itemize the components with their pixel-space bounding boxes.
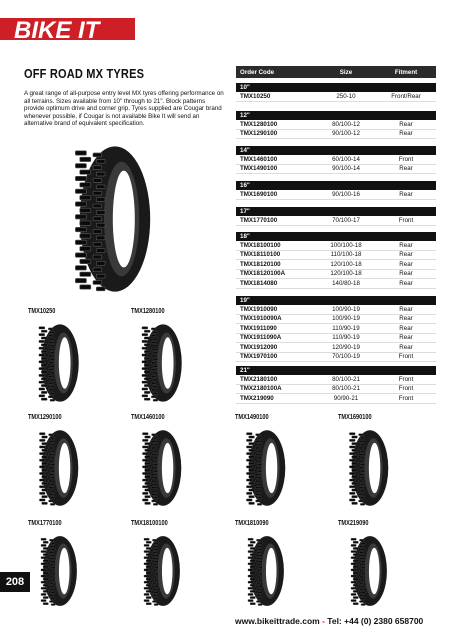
- size-cell: 120/90-19: [332, 343, 360, 351]
- group-heading: 18": [236, 232, 436, 241]
- order-code-cell: TMX1910090: [240, 305, 278, 313]
- order-code-cell: TMX1970100: [240, 353, 278, 361]
- fitment-cell: Rear: [399, 190, 413, 198]
- order-code-cell: TMX1814080: [240, 279, 278, 287]
- table-row: [236, 92, 436, 102]
- tyre-picture: [131, 322, 195, 409]
- table-row: [236, 334, 436, 344]
- tyre-image: [131, 534, 195, 608]
- table-row: [236, 279, 436, 289]
- table-row: [236, 165, 436, 175]
- table-row: [236, 130, 436, 140]
- size-cell: 90/100-16: [332, 190, 360, 198]
- size-cell: 140/80-18: [332, 279, 360, 287]
- order-code-cell: TMX1911090A: [240, 334, 282, 342]
- fitment-cell: Rear: [399, 165, 413, 173]
- size-cell: 110/100-18: [330, 251, 362, 259]
- group-heading: 10": [236, 83, 436, 92]
- size-cell: 110/90-19: [332, 324, 360, 332]
- table-row: [236, 241, 436, 251]
- table-row: [236, 353, 436, 363]
- tyre-label: TMX1460100: [131, 414, 165, 421]
- tyre-image: [235, 428, 299, 508]
- tyre-table: [236, 66, 436, 426]
- table-header: [236, 66, 436, 78]
- tyre-label: TMX1290100: [28, 414, 62, 421]
- tyre-image: [28, 428, 92, 508]
- table-row: [236, 324, 436, 334]
- footer-separator: -: [319, 616, 328, 626]
- fitment-cell: Rear: [399, 279, 413, 287]
- fitment-cell: Rear: [399, 130, 413, 138]
- table-group: [236, 296, 436, 362]
- order-code-cell: TMX18120100A: [240, 270, 286, 278]
- order-code-cell: TMX2180100: [240, 375, 278, 383]
- order-code-cell: TMX18100100: [240, 241, 281, 249]
- tyre-label: TMX1280100: [131, 308, 165, 315]
- group-heading: 16": [236, 181, 436, 190]
- table-row: [236, 155, 436, 165]
- tyre-image: [235, 534, 299, 608]
- fitment-cell: Rear: [399, 241, 413, 249]
- tyre-image: [338, 534, 402, 608]
- intro-paragraph: A great range of all-purpose entry level MX tyres offering performance on all terrains. Sizes available from 10" through to 21". Block patterns provide optimum drive and corner grip. Tyres supplied are Cougar brand whenever possible, if Cougar is not available Bike It will send an alternative brand of equivalent specification.: [24, 90, 224, 128]
- size-cell: 70/100-19: [332, 353, 360, 361]
- order-code-cell: TMX1460100: [240, 155, 278, 163]
- fitment-cell: Rear: [399, 343, 413, 351]
- header-size: Size: [339, 68, 353, 76]
- tyre-picture: [28, 428, 92, 513]
- order-code-cell: TMX1690100: [240, 190, 278, 198]
- fitment-cell: Front: [398, 375, 414, 383]
- size-cell: 120/100-18: [330, 270, 362, 278]
- fitment-cell: Rear: [399, 260, 413, 268]
- size-cell: 100/100-18: [330, 241, 362, 249]
- tyre-image: [131, 428, 195, 508]
- size-cell: 90/100-12: [332, 130, 360, 138]
- tyre-image: [338, 428, 402, 508]
- table-group: [236, 366, 436, 404]
- table-row: [236, 315, 436, 325]
- tyre-label: TMX219090: [338, 520, 369, 527]
- fitment-cell: Rear: [399, 334, 413, 342]
- table-row: [236, 385, 436, 395]
- table-group: [236, 83, 436, 102]
- order-code-cell: TMX1911090: [240, 324, 277, 332]
- fitment-cell: Rear: [399, 251, 413, 259]
- tyre-picture: [235, 534, 299, 613]
- bike-it-logo: [10, 14, 126, 44]
- header-order-code: Order Code: [240, 68, 275, 76]
- group-heading: 21": [236, 366, 436, 375]
- header-fitment: Fitment: [394, 68, 418, 76]
- fitment-cell: Rear: [399, 324, 413, 332]
- table-row: [236, 394, 436, 404]
- size-cell: 70/100-17: [332, 216, 360, 224]
- order-code-cell: TMX1490100: [240, 165, 278, 173]
- table-group: [236, 181, 436, 200]
- fitment-cell: Front: [398, 385, 414, 393]
- order-code-cell: TMX10250: [240, 92, 271, 100]
- table-row: [236, 120, 436, 130]
- table-row: [236, 305, 436, 315]
- fitment-cell: Front: [398, 394, 414, 402]
- tyre-label: TMX18100100: [131, 520, 168, 527]
- group-heading: 17": [236, 207, 436, 216]
- size-cell: 90/100-14: [332, 165, 360, 173]
- table-row: [236, 270, 436, 280]
- main-tyre-picture: [60, 134, 170, 309]
- table-row: [236, 190, 436, 200]
- footer-contact: [235, 616, 423, 626]
- tyre-picture: [131, 534, 195, 613]
- order-code-cell: TMX2180100A: [240, 385, 282, 393]
- tyre-picture: [28, 322, 92, 409]
- size-cell: 110/90-19: [332, 334, 360, 342]
- group-heading: 14": [236, 146, 436, 155]
- tyre-picture: [28, 534, 92, 613]
- size-cell: 100/90-19: [332, 315, 360, 323]
- tyre-picture: [131, 428, 195, 513]
- table-row: [236, 375, 436, 385]
- footer-website[interactable]: www.bikeittrade.com: [235, 616, 320, 626]
- tyre-image: [28, 322, 92, 404]
- size-cell: 60/100-14: [332, 155, 360, 163]
- tyre-label: TMX1770100: [28, 520, 62, 527]
- fitment-cell: Rear: [399, 315, 413, 323]
- tyre-image: [60, 134, 170, 304]
- fitment-cell: Front: [398, 155, 414, 163]
- order-code-cell: TMX219090: [240, 394, 274, 402]
- table-group: [236, 207, 436, 226]
- size-cell: 80/100-21: [332, 375, 360, 383]
- tyre-picture: [338, 428, 402, 513]
- fitment-cell: Rear: [399, 305, 413, 313]
- order-code-cell: TMX1912090: [240, 343, 278, 351]
- fitment-cell: Front: [398, 353, 414, 361]
- footer-phone: Tel: +44 (0) 2380 658700: [327, 616, 424, 626]
- logo-text: BIKE IT: [14, 17, 100, 44]
- tyre-label: TMX1690100: [338, 414, 372, 421]
- order-code-cell: TMX18110100: [240, 251, 281, 259]
- size-cell: 90/90-21: [333, 394, 359, 402]
- tyre-picture: [235, 428, 299, 513]
- order-code-cell: TMX1290100: [240, 130, 278, 138]
- fitment-cell: Front/Rear: [391, 92, 421, 100]
- table-group: [236, 111, 436, 139]
- fitment-cell: Rear: [399, 120, 413, 128]
- tyre-image: [131, 322, 195, 404]
- page-number: 208: [0, 572, 30, 592]
- order-code-cell: TMX1770100: [240, 216, 278, 224]
- fitment-cell: Rear: [399, 270, 413, 278]
- size-cell: 100/90-19: [332, 305, 360, 313]
- size-cell: 80/100-21: [332, 385, 360, 393]
- table-row: [236, 216, 436, 226]
- tyre-image: [28, 534, 92, 608]
- tyre-label: TMX1490100: [235, 414, 269, 421]
- size-cell: 80/100-12: [332, 120, 360, 128]
- group-heading: 12": [236, 111, 436, 120]
- order-code-cell: TMX18120100: [240, 260, 281, 268]
- table-group: [236, 232, 436, 289]
- table-row: [236, 251, 436, 261]
- page-title: OFF ROAD MX TYRES: [24, 66, 145, 81]
- fitment-cell: Front: [398, 216, 414, 224]
- order-code-cell: TMX1910090A: [240, 315, 282, 323]
- tyre-label: TMX1810090: [235, 520, 269, 527]
- size-cell: 250-10: [336, 92, 356, 100]
- size-cell: 120/100-18: [330, 260, 362, 268]
- tyre-picture: [338, 534, 402, 613]
- table-row: [236, 343, 436, 353]
- order-code-cell: TMX1280100: [240, 120, 278, 128]
- table-group: [236, 146, 436, 174]
- group-heading: 19": [236, 296, 436, 305]
- tyre-label: TMX10250: [28, 308, 56, 315]
- table-row: [236, 260, 436, 270]
